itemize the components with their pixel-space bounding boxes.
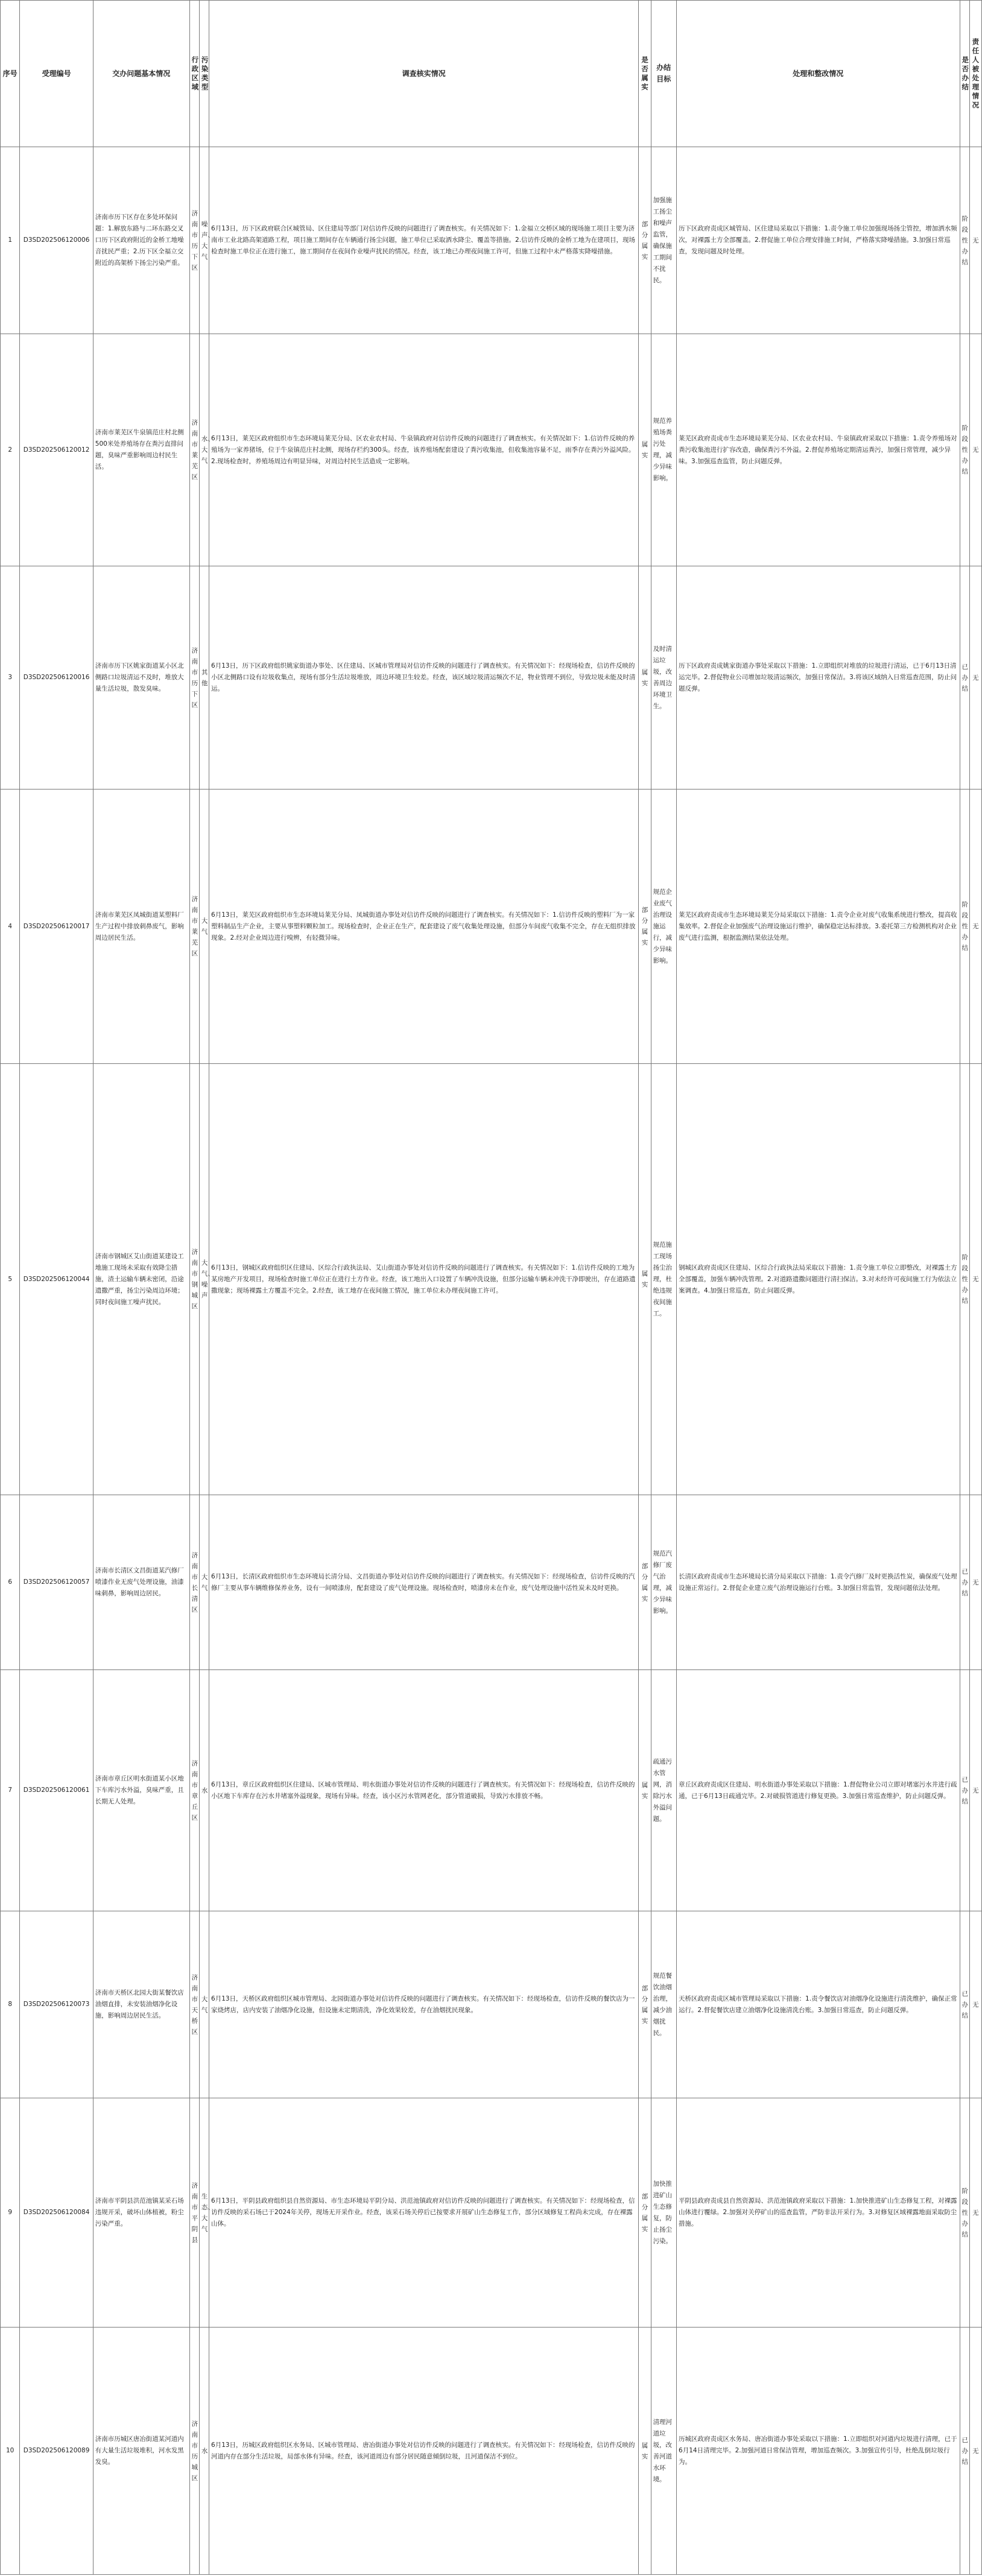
column-header: 调查核实情况 xyxy=(209,1,639,147)
accountability-cell: 无 xyxy=(969,790,981,1064)
issue-summary: 济南市天桥区北园大街某餐饮店油烟直排，未安装油烟净化设施，影响周边居民生活。 xyxy=(93,1911,189,2098)
goal-cell: 加快推进矿山生态修复，防止扬尘污染。 xyxy=(651,2098,676,2328)
header-row xyxy=(1,1,982,147)
rectification-text: 历城区政府责成区水务局、唐冶街道办事处采取以下措施：1.立即组织对河道内垃圾进行清理，已于6月14日清理完毕。2.加强河道日常保洁管理，增加巡查频次。3.加强宣传引导，杜绝乱倒垃圾行为。 xyxy=(677,2328,960,2575)
table-row xyxy=(1,1495,982,1670)
column-header: 处理和整改情况 xyxy=(677,1,960,147)
case-id: D3SD202506120057 xyxy=(20,1495,93,1670)
goal-cell: 规范施工现场扬尘治理，杜绝违规夜间施工。 xyxy=(651,1064,676,1495)
case-id: D3SD202506120006 xyxy=(20,147,93,334)
pollution-type-cell: 大气 xyxy=(199,1495,209,1670)
completion-cell: 阶段性办结 xyxy=(960,790,969,1064)
row-number: 2 xyxy=(1,334,20,566)
column-header: 责任人被处理情况 xyxy=(969,1,981,147)
table-row xyxy=(1,1670,982,1911)
goal-cell: 规范餐饮油烟治理，减少油烟扰民。 xyxy=(651,1911,676,2098)
district-cell: 济南市长清区 xyxy=(189,1495,199,1670)
table-row xyxy=(1,790,982,1064)
case-id: D3SD202506120084 xyxy=(20,2098,93,2328)
pollution-type-cell: 大气 xyxy=(199,790,209,1064)
investigation-text: 6月13日，长清区政府组织市生态环境局长清分局、文昌街道办事处对信访件反映的问题进行了调查核实。有关情况如下：经现场检查，信访件反映的汽修厂主要从事车辆维修保养业务，设有一间喷漆房，配套建设了废气处理设施。现场检查时，喷漆房未在作业，废气处理设施中活性炭未及时更换。 xyxy=(209,1495,639,1670)
rectification-text: 历下区政府责成姚家街道办事处采取以下措施：1.立即组织对堆放的垃圾进行清运，已于6月13日清运完毕。2.督促物业公司增加垃圾清运频次，加强日常保洁。3.将该区域纳入日常巡查范围，防止问题反弹。 xyxy=(677,566,960,790)
case-id: D3SD202506120017 xyxy=(20,790,93,1064)
accountability-cell: 无 xyxy=(969,1495,981,1670)
accountability-cell: 无 xyxy=(969,1670,981,1911)
column-header: 污染类型 xyxy=(199,1,209,147)
district-cell: 济南市历下区 xyxy=(189,566,199,790)
pollution-type-cell: 噪声、大气 xyxy=(199,147,209,334)
row-number: 6 xyxy=(1,1495,20,1670)
column-header: 交办问题基本情况 xyxy=(93,1,189,147)
rectification-text: 钢城区政府责成区住建局、区综合行政执法局采取以下措施：1.责令施工单位立即整改，对裸露土方全部覆盖，加强车辆冲洗管理。2.对道路遗撒问题进行清扫保洁。3.对未经许可夜间施工行为依法立案调查。4.加强日常巡查，防止问题反弹。 xyxy=(677,1064,960,1495)
table-row xyxy=(1,2098,982,2328)
investigation-text: 6月13日，历城区政府组织区水务局、区城市管理局、唐冶街道办事处对信访件反映的问题进行了调查核实。有关情况如下：经现场检查，信访件反映的河道内存在部分生活垃圾，局部水体有异味。经查，该河道周边有部分居民随意倾倒垃圾，且河道保洁不到位。 xyxy=(209,2328,639,2575)
completion-cell: 已办结 xyxy=(960,1911,969,2098)
pollution-type-cell: 生态、大气 xyxy=(199,2098,209,2328)
investigation-text: 6月13日，莱芜区政府组织市生态环境局莱芜分局、区农业农村局、牛泉镇政府对信访件反映的问题进行了调查核实。有关情况如下：1.信访件反映的养殖场为一家养猪场，位于牛泉镇范庄村北侧，现场存栏约300头。经查，该养殖场配套建设了粪污收集池，但收集池容量不足，雨季存在粪污外溢风险。2.现场检查时，养殖场周边有明显异味，对周边村民生活造成一定影响。 xyxy=(209,334,639,566)
issue-summary: 济南市莱芜区牛泉镇范庄村北侧500米处养殖场存在粪污直排问题，臭味严重影响周边村民生活。 xyxy=(93,334,189,566)
district-cell: 济南市莱芜区 xyxy=(189,790,199,1064)
issue-summary: 济南市历下区存在多处环保问题：1.解放东路与二环东路交叉口历下区政府附近的金桥工地噪音扰民严重；2.历下区全福立交附近的高架桥下扬尘污染严重。 xyxy=(93,147,189,334)
issue-summary: 济南市平阴县洪范池镇某采石场违规开采，破坏山体植被，粉尘污染严重。 xyxy=(93,2098,189,2328)
pollution-type-cell: 大气、噪声 xyxy=(199,1064,209,1495)
case-id: D3SD202506120073 xyxy=(20,1911,93,2098)
issue-summary: 济南市历城区唐冶街道某河道内有大量生活垃圾堆积，河水发黑发臭。 xyxy=(93,2328,189,2575)
issue-summary: 济南市莱芜区凤城街道某塑料厂生产过程中排放刺鼻废气，影响周边居民生活。 xyxy=(93,790,189,1064)
issue-summary: 济南市章丘区明水街道某小区地下车库污水外溢，臭味严重，且长期无人处理。 xyxy=(93,1670,189,1911)
verified-cell: 属实 xyxy=(639,334,651,566)
column-header: 办结目标 xyxy=(651,1,676,147)
verified-cell: 部分属实 xyxy=(639,790,651,1064)
accountability-cell: 无 xyxy=(969,2098,981,2328)
accountability-cell: 无 xyxy=(969,334,981,566)
completion-cell: 已办结 xyxy=(960,1670,969,1911)
table-row xyxy=(1,566,982,790)
table-row xyxy=(1,1911,982,2098)
table-row xyxy=(1,2328,982,2575)
investigation-text: 6月13日，平阴县政府组织县自然资源局、市生态环境局平阴分局、洪范池镇政府对信访件反映的问题进行了调查核实。有关情况如下：经现场检查，信访件反映的采石场已于2024年关停，现场无开采作业。经查，该采石场关停后已按要求开展矿山生态修复工作，部分区域修复工程尚未完成，存在裸露山体。 xyxy=(209,2098,639,2328)
rectification-text: 章丘区政府责成区住建局、明水街道办事处采取以下措施：1.督促物业公司立即对堵塞污水井进行疏通，已于6月13日疏通完毕。2.对破损管道进行修复更换。3.加强日常巡查维护，防止问题反弹。 xyxy=(677,1670,960,1911)
goal-cell: 清理河道垃圾，改善河道水环境。 xyxy=(651,2328,676,2575)
completion-cell: 阶段性办结 xyxy=(960,1064,969,1495)
verified-cell: 属实 xyxy=(639,1670,651,1911)
table-row xyxy=(1,147,982,334)
accountability-cell: 无 xyxy=(969,1911,981,2098)
completion-cell: 阶段性办结 xyxy=(960,147,969,334)
case-id: D3SD202506120089 xyxy=(20,2328,93,2575)
table-row xyxy=(1,1064,982,1495)
completion-cell: 阶段性办结 xyxy=(960,2098,969,2328)
completion-cell: 阶段性办结 xyxy=(960,334,969,566)
pollution-type-cell: 大气 xyxy=(199,1911,209,2098)
column-header: 是否办结 xyxy=(960,1,969,147)
rectification-text: 历下区政府责成区城管局、区住建局采取以下措施：1.责令施工单位加强现场扬尘管控，增加洒水频次，对裸露土方全部覆盖。2.督促施工单位合理安排施工时间，严格落实降噪措施。3.加强日常巡查，发现问题及时处理。 xyxy=(677,147,960,334)
row-number: 3 xyxy=(1,566,20,790)
row-number: 8 xyxy=(1,1911,20,2098)
case-id: D3SD202506120012 xyxy=(20,334,93,566)
completion-cell: 已办结 xyxy=(960,2328,969,2575)
rectification-text: 平阴县政府责成县自然资源局、洪范池镇政府采取以下措施：1.加快推进矿山生态修复工程，对裸露山体进行覆绿。2.加强对关停矿山的巡查监管，严防非法开采行为。3.对修复区域裸露地面采取防尘措施。 xyxy=(677,2098,960,2328)
district-cell: 济南市历下区 xyxy=(189,147,199,334)
accountability-cell: 无 xyxy=(969,566,981,790)
investigation-text: 6月13日，历下区政府联合区城管局、区住建局等部门对信访件反映的问题进行了调查核实。有关情况如下：1.金福立交桥区域的现场施工项目主要为济南市工业北路高架道路工程，项目施工期间存在车辆通行扬尘问题，施工单位已采取洒水降尘、覆盖等措施。2.信访件反映的金桥工地为在建项目，现场检查时施工单位正在进行施工，施工期间存在夜间作业噪声扰民的情况。经查，该工地已办理夜间施工许可，但施工过程中未严格落实降噪措施。 xyxy=(209,147,639,334)
investigation-text: 6月13日，钢城区政府组织区住建局、区综合行政执法局、艾山街道办事处对信访件反映的问题进行了调查核实。有关情况如下：1.信访件反映的工地为某房地产开发项目，现场检查时施工单位正在进行土方作业。经查，该工地出入口设置了车辆冲洗设施，但部分运输车辆未冲洗干净即驶出，存在道路遗撒现象；现场裸露土方覆盖不完全。2.经查，该工地存在夜间施工情况，施工单位未办理夜间施工许可。 xyxy=(209,1064,639,1495)
issue-summary: 济南市钢城区艾山街道某建设工地施工现场未采取有效降尘措施，渣土运输车辆未密闭，沿途遗撒严重，扬尘污染周边环境；同时夜间施工噪声扰民。 xyxy=(93,1064,189,1495)
column-header: 序号 xyxy=(1,1,20,147)
verified-cell: 部分属实 xyxy=(639,1495,651,1670)
district-cell: 济南市莱芜区 xyxy=(189,334,199,566)
district-cell: 济南市钢城区 xyxy=(189,1064,199,1495)
row-number: 4 xyxy=(1,790,20,1064)
case-id: D3SD202506120061 xyxy=(20,1670,93,1911)
issue-summary: 济南市历下区姚家街道某小区北侧路口垃圾清运不及时，堆放大量生活垃圾，散发臭味。 xyxy=(93,566,189,790)
district-cell: 济南市天桥区 xyxy=(189,1911,199,2098)
goal-cell: 规范养殖场粪污处理，减少异味影响。 xyxy=(651,334,676,566)
row-number: 9 xyxy=(1,2098,20,2328)
district-cell: 济南市平阴县 xyxy=(189,2098,199,2328)
verified-cell: 部分属实 xyxy=(639,2098,651,2328)
pollution-type-cell: 水、大气 xyxy=(199,334,209,566)
pollution-type-cell: 其他 xyxy=(199,566,209,790)
verified-cell: 属实 xyxy=(639,1064,651,1495)
row-number: 10 xyxy=(1,2328,20,2575)
accountability-cell: 无 xyxy=(969,1064,981,1495)
district-cell: 济南市历城区 xyxy=(189,2328,199,2575)
verified-cell: 属实 xyxy=(639,2328,651,2575)
investigation-text: 6月13日，天桥区政府组织区城市管理局、北园街道办事处对信访件反映的问题进行了调查核实。有关情况如下：经现场检查，信访件反映的餐饮店为一家烧烤店，店内安装了油烟净化设施，但设施未定期清洗，净化效果较差，存在油烟扰民现象。 xyxy=(209,1911,639,2098)
table-row xyxy=(1,334,982,566)
case-id: D3SD202506120016 xyxy=(20,566,93,790)
issue-summary: 济南市长清区文昌街道某汽修厂喷漆作业无废气处理设施，油漆味刺鼻，影响周边居民。 xyxy=(93,1495,189,1670)
pollution-type-cell: 水 xyxy=(199,2328,209,2575)
goal-cell: 加强施工扬尘和噪声监管，确保施工期间不扰民。 xyxy=(651,147,676,334)
verified-cell: 属实 xyxy=(639,566,651,790)
district-cell: 济南市章丘区 xyxy=(189,1670,199,1911)
pollution-type-cell: 水 xyxy=(199,1670,209,1911)
goal-cell: 及时清运垃圾，改善周边环境卫生。 xyxy=(651,566,676,790)
verified-cell: 部分属实 xyxy=(639,147,651,334)
row-number: 7 xyxy=(1,1670,20,1911)
completion-cell: 已办结 xyxy=(960,566,969,790)
row-number: 1 xyxy=(1,147,20,334)
investigation-text: 6月13日，历下区政府组织姚家街道办事处、区住建局、区城市管理局对信访件反映的问题进行了调查核实。有关情况如下：经现场检查，信访件反映的小区北侧路口设有垃圾收集点，现场有部分生活垃圾堆放，周边环境卫生较差。经查，该区域垃圾清运频次不足，物业管理不到位，导致垃圾未能及时清运。 xyxy=(209,566,639,790)
rectification-text: 莱芜区政府责成市生态环境局莱芜分局、区农业农村局、牛泉镇政府采取以下措施：1.责令养殖场对粪污收集池进行扩容改造，确保粪污不外溢。2.督促养殖场定期清运粪污，加强日常管理，减少异味。3.加强巡查监管，防止问题反弹。 xyxy=(677,334,960,566)
verified-cell: 部分属实 xyxy=(639,1911,651,2098)
rectification-text: 天桥区政府责成区城市管理局采取以下措施：1.责令餐饮店对油烟净化设施进行清洗维护，确保正常运行。2.督促餐饮店建立油烟净化设施清洗台账。3.加强日常巡查，防止问题反弹。 xyxy=(677,1911,960,2098)
completion-cell: 已办结 xyxy=(960,1495,969,1670)
goal-cell: 规范企业废气治理设施运行，减少异味影响。 xyxy=(651,790,676,1064)
accountability-cell: 无 xyxy=(969,147,981,334)
investigation-text: 6月13日，莱芜区政府组织市生态环境局莱芜分局、凤城街道办事处对信访件反映的问题进行了调查核实。有关情况如下：1.信访件反映的塑料厂为一家塑料制品生产企业，主要从事塑料颗粒加工。现场检查时，企业正在生产，配套建设了废气收集处理设施，但部分车间废气收集不完全，存在无组织排放现象。2.经对企业周边进行嗅辨，有轻微异味。 xyxy=(209,790,639,1064)
investigation-text: 6月13日，章丘区政府组织区住建局、区城市管理局、明水街道办事处对信访件反映的问题进行了调查核实。有关情况如下：经现场检查，信访件反映的小区地下车库存在污水井堵塞外溢现象，现场有异味。经查，该小区污水管网老化，部分管道破损，导致污水排放不畅。 xyxy=(209,1670,639,1911)
goal-cell: 规范汽修厂废气治理，减少异味影响。 xyxy=(651,1495,676,1670)
column-header: 行政区域 xyxy=(189,1,199,147)
rectification-text: 长清区政府责成市生态环境局长清分局采取以下措施：1.责令汽修厂及时更换活性炭，确保废气处理设施正常运行。2.督促企业建立废气治理设施运行台账。3.加强日常监管，发现问题依法处理。 xyxy=(677,1495,960,1670)
goal-cell: 疏通污水管网，消除污水外溢问题。 xyxy=(651,1670,676,1911)
column-header: 是否属实 xyxy=(639,1,651,147)
accountability-cell: 无 xyxy=(969,2328,981,2575)
row-number: 5 xyxy=(1,1064,20,1495)
case-id: D3SD202506120044 xyxy=(20,1064,93,1495)
rectification-text: 莱芜区政府责成市生态环境局莱芜分局采取以下措施：1.责令企业对废气收集系统进行整改，提高收集效率。2.督促企业加强废气治理设施运行维护，确保稳定达标排放。3.委托第三方检测机构对企业废气进行监测，根据监测结果依法处理。 xyxy=(677,790,960,1064)
column-header: 受理编号 xyxy=(20,1,93,147)
